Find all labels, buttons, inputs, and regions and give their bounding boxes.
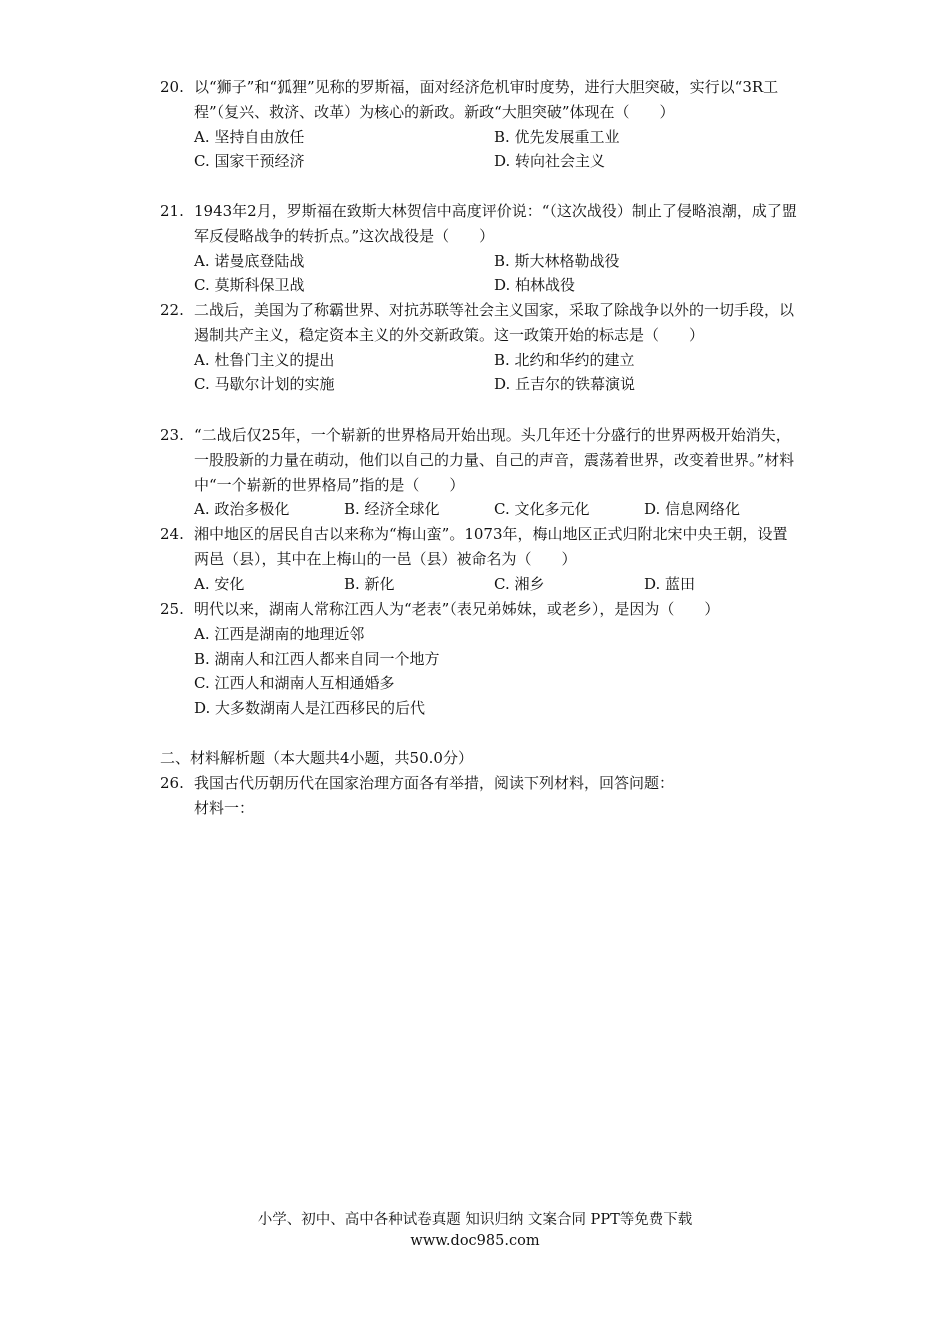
option-a: A. 政治多极化 bbox=[194, 500, 290, 519]
question-number: 26. bbox=[160, 774, 184, 792]
option-c: C. 国家干预经济 bbox=[194, 152, 305, 171]
question-stem: 我国古代历朝历代在国家治理方面各有举措，阅读下列材料，回答问题： bbox=[194, 774, 675, 792]
option-c: C. 文化多元化 bbox=[494, 500, 590, 519]
section-heading: 二、材料解析题（本大题共4小题，共50.0分） bbox=[160, 749, 473, 767]
option-a: A. 杜鲁门主义的提出 bbox=[194, 350, 335, 369]
option-a: A. 安化 bbox=[194, 574, 245, 593]
question-stem: 明代以来，湖南人常称江西人为“老表”（表兄弟姊妹，或老乡），是因为（ ） bbox=[194, 600, 720, 618]
option-d: D. 柏林战役 bbox=[494, 276, 576, 295]
footer-website: www.doc985.com bbox=[410, 1233, 540, 1249]
option-a: A. 江西是湖南的地理近邻 bbox=[194, 624, 365, 643]
question-number: 20. bbox=[160, 78, 184, 96]
option-b: B. 优先发展重工业 bbox=[494, 127, 620, 146]
answer-options bbox=[194, 622, 800, 721]
answer-options bbox=[194, 497, 800, 522]
question-number: 21. bbox=[160, 202, 184, 220]
option-b: B. 经济全球化 bbox=[344, 500, 440, 519]
question-number: 24. bbox=[160, 525, 184, 543]
option-c: C. 马歇尔计划的实施 bbox=[194, 375, 335, 394]
option-c: C. 江西人和湖南人互相通婚多 bbox=[194, 674, 395, 693]
option-c: C. 湘乡 bbox=[494, 574, 545, 593]
option-b: B. 北约和华约的建立 bbox=[494, 350, 635, 369]
option-b: B. 湖南人和江西人都来自同一个地方 bbox=[194, 649, 440, 668]
question-number: 23. bbox=[160, 426, 184, 444]
question-20 bbox=[160, 75, 800, 174]
question-number: 22. bbox=[160, 301, 184, 319]
answer-options bbox=[194, 348, 800, 398]
option-c: C. 莫斯科保卫战 bbox=[194, 276, 305, 295]
option-b: B. 新化 bbox=[344, 574, 395, 593]
question-26 bbox=[160, 771, 800, 821]
question-stem: “二战后仅25年，一个崭新的世界格局开始出现。头几年还十分盛行的世界两极开始消失，一股股新的力量在萌动，他们以自己的力量、自己的声音，震荡着世界，改变着世界。”材料中“一个崭新的世界格局”指的是（ ） bbox=[194, 426, 795, 494]
option-b: B. 斯大林格勒战役 bbox=[494, 251, 620, 270]
question-21 bbox=[160, 199, 800, 298]
answer-options bbox=[194, 125, 800, 175]
option-a: A. 坚持自由放任 bbox=[194, 127, 305, 146]
question-24 bbox=[160, 522, 800, 596]
option-d: D. 丘吉尔的铁幕演说 bbox=[494, 375, 636, 394]
footer-promo-text: 小学、初中、高中各种试卷真题 知识归纳 文案合同 PPT等免费下载 bbox=[257, 1212, 693, 1228]
option-d: D. 蓝田 bbox=[644, 574, 696, 593]
question-23 bbox=[160, 423, 800, 522]
question-number: 25. bbox=[160, 600, 184, 618]
question-stem: 1943年2月，罗斯福在致斯大林贺信中高度评价说：“（这次战役）制止了侵略浪潮，成了盟军反侵略战争的转折点。”这次战役是（ ） bbox=[194, 202, 797, 245]
question-stem: 以“狮子”和“狐狸”见称的罗斯福，面对经济危机审时度势，进行大胆突破，实行以“3R工程”（复兴、救济、改革）为核心的新政。新政“大胆突破”体现在（ ） bbox=[194, 78, 779, 121]
answer-options bbox=[194, 249, 800, 299]
option-d: D. 信息网络化 bbox=[644, 500, 741, 519]
question-22 bbox=[160, 298, 800, 397]
answer-options bbox=[194, 572, 800, 597]
question-25 bbox=[160, 597, 800, 721]
material-label: 材料一： bbox=[194, 798, 255, 817]
option-d: D. 大多数湖南人是江西移民的后代 bbox=[194, 699, 426, 718]
option-a: A. 诺曼底登陆战 bbox=[194, 251, 305, 270]
question-stem: 二战后，美国为了称霸世界、对抗苏联等社会主义国家，采取了除战争以外的一切手段，以遏制共产主义，稳定资本主义的外交新政策。这一政策开始的标志是（ ） bbox=[194, 301, 795, 344]
option-d: D. 转向社会主义 bbox=[494, 152, 606, 171]
question-stem: 湘中地区的居民自古以来称为“梅山蛮”。1073年，梅山地区正式归附北宋中央王朝，设置两邑（县），其中在上梅山的一邑（县）被命名为（ ） bbox=[194, 525, 788, 568]
